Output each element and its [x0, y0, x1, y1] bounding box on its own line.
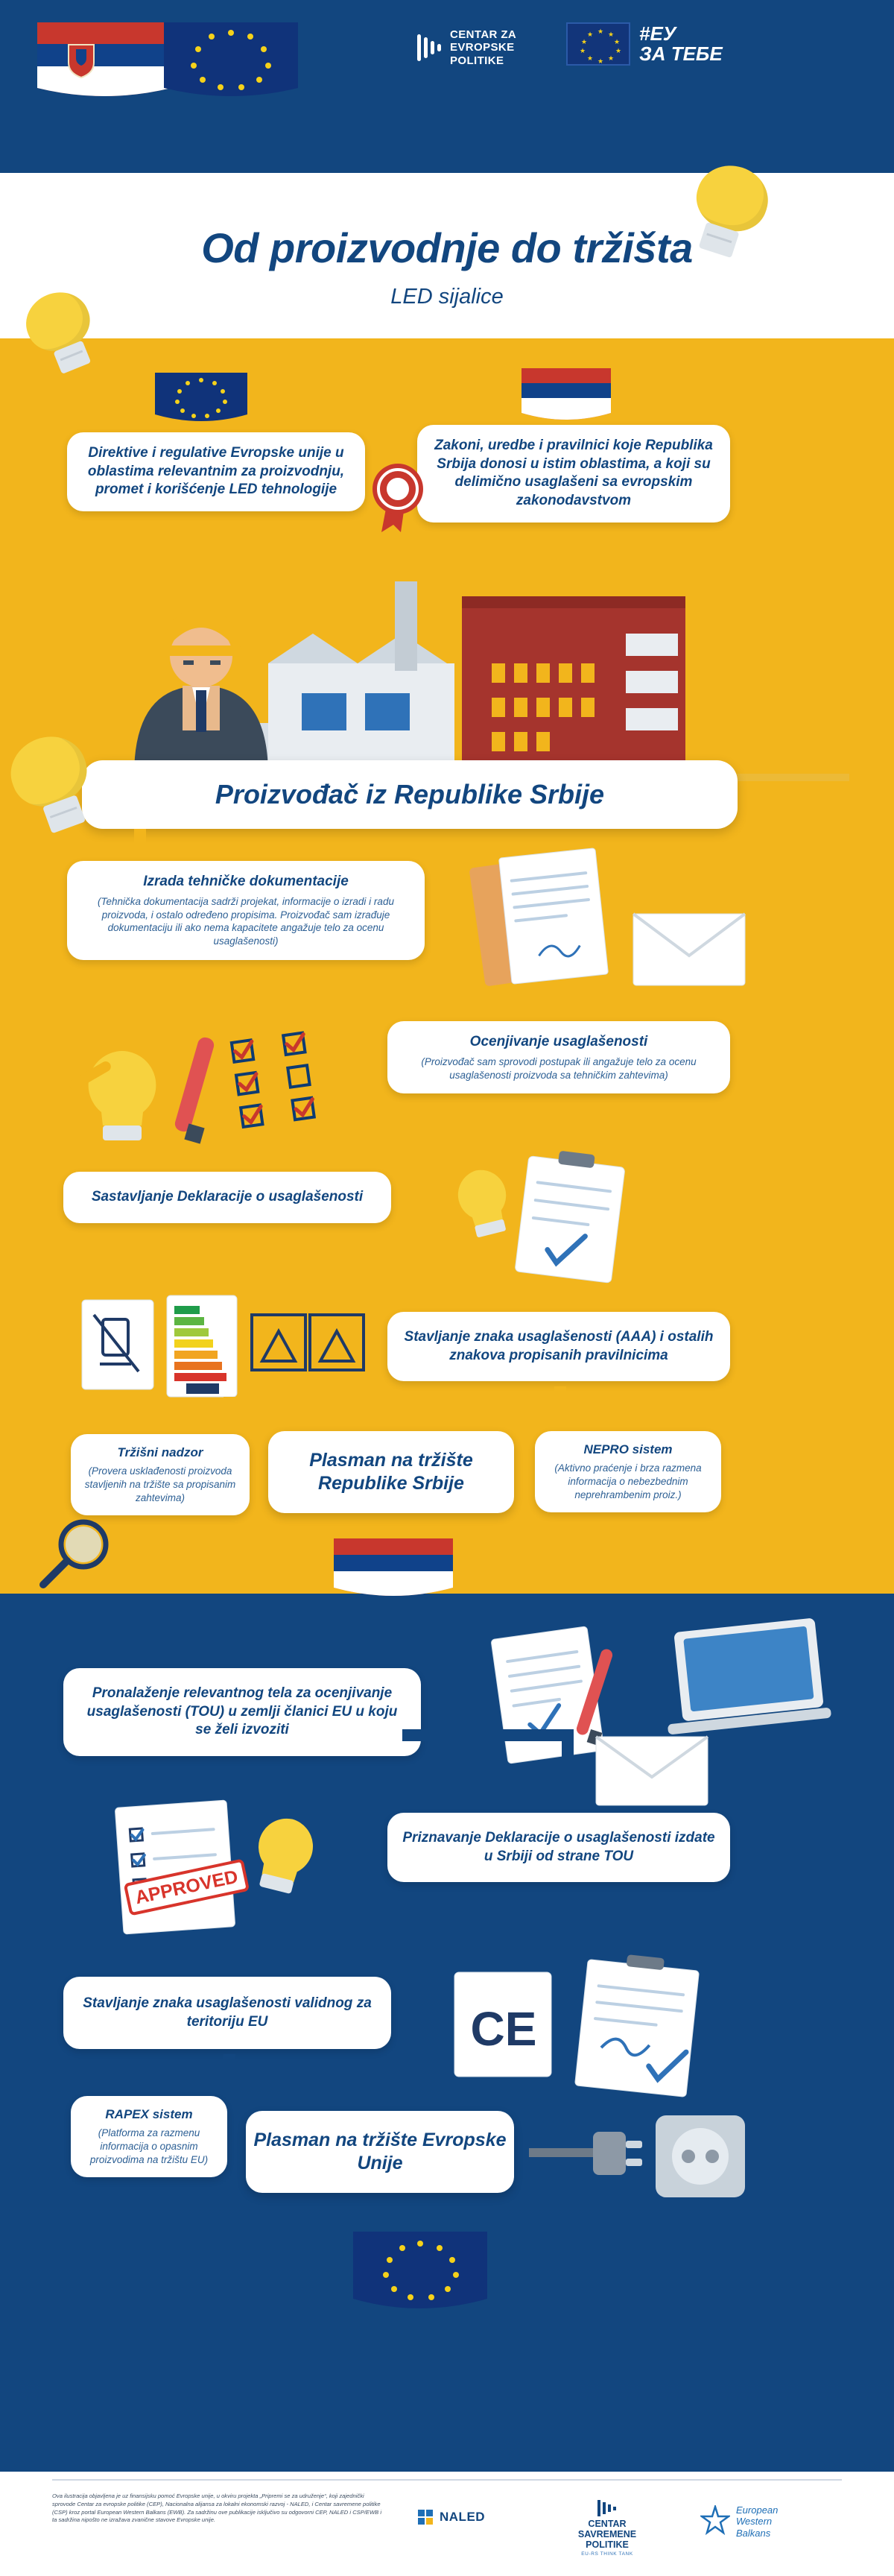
page-title: Od proizvodnje do tržišta — [201, 224, 693, 271]
connector-4a — [372, 1285, 566, 1297]
svg-text:APPROVED: APPROVED — [133, 1866, 240, 1909]
card-step-2-heading: Ocenjivanje usaglašenosti — [469, 1034, 648, 1049]
card-eu-step-find-body — [63, 1668, 421, 1756]
card-step-conformity-assessment — [387, 1021, 730, 1093]
card-eu-step-2-heading: Priznavanje Deklaracije o usaglašenosti izdate u Srbiji od strane TOU — [402, 1830, 715, 1864]
connector-3b — [390, 1111, 402, 1155]
ewb-line3: Balkans — [736, 2527, 771, 2539]
card-rapex-heading: RAPEX sistem — [105, 2107, 193, 2121]
eu-tagline-line1: #ЕУ — [639, 22, 676, 45]
ewb-line1: European — [736, 2504, 779, 2516]
footer-logos — [417, 2496, 849, 2555]
card-eu-step-1-heading: Pronalaženje relevantnog tela za ocenjivanje usaglašenosti (TOU) u zemlji članici EU u koju se želi izvoziti — [86, 1685, 398, 1738]
card-serbia-laws-text: Zakoni, uredbe i pravilnici koje Republika Srbija donosi u istim oblastima, a koji su delimično usaglašeni sa evropskim zakonodavstvom — [434, 438, 713, 509]
documents-envelope-illustration — [447, 842, 797, 999]
ce-mark-document-illustration — [447, 1953, 760, 2102]
banner-market-eu: Plasman na tržište Evropske Unije — [246, 2111, 514, 2193]
magnifier-icon — [30, 1513, 127, 1595]
connector-n1a — [402, 1729, 574, 1741]
card-nepro-heading: NEPRO sistem — [583, 1442, 673, 1456]
clipboard-check-illustration — [440, 1148, 678, 1289]
card-step-4-heading: Stavljanje znaka usaglašenosti (AAA) i ostalih znakova propisanih pravilnicima — [404, 1329, 714, 1363]
connector-n2c — [224, 1938, 235, 1983]
csp-logo-line1: CENTAR ZA — [450, 28, 517, 41]
csp-logo-line3: POLITIKE — [450, 54, 504, 67]
ewb-star-icon — [700, 2505, 730, 2538]
csp-footer-line2: SAVREMENE — [577, 2529, 637, 2539]
card-eu-step-3-heading: Stavljanje znaka usaglašenosti validnog za teritoriju EU — [83, 1995, 372, 2030]
csp-logo-text — [450, 28, 516, 67]
card-nepro-sub: (Aktivno praćenje i brza razmena informacija o nebezbednim neprehrambenim proiz.) — [554, 1462, 702, 1500]
csp-footer-mark-icon — [597, 2500, 617, 2516]
connector-n1b — [562, 1729, 574, 1819]
banner-producer-serbia: Proizvođač iz Republike Srbije — [82, 760, 738, 829]
serbia-flag-boundary-icon — [320, 1532, 469, 1614]
card-eu-directives — [67, 432, 365, 511]
logo-centar-za-evropske-politike — [417, 28, 516, 67]
csp-footer-line4: EU-RS THINK TANK — [581, 2551, 633, 2557]
logo-eu-za-tebe — [566, 22, 723, 66]
card-step-technical-documentation — [67, 861, 425, 960]
card-market-surveillance-sub: (Provera usklađenosti proizvoda stavljenih na tržište sa propisanim zahtevima) — [84, 1465, 236, 1503]
card-nepro — [535, 1431, 721, 1512]
card-rapex-sub: (Platforma za razmenu informacija o opasnim proizvodima na tržištu EU) — [89, 2127, 209, 2165]
connector-n2a — [224, 1938, 410, 1950]
eu-flag-icon: ★ ★ ★ ★ ★ ★ ★ ★ ★ ★ — [566, 22, 630, 66]
card-rapex — [71, 2096, 227, 2177]
eu-tagline-line2: ЗА ТЕБЕ — [639, 42, 723, 65]
card-step-2-sub: (Proizvođač sam sprovodi postupak ili angažuje telo za ocenu usaglašenosti proizvoda sa tehničkim zahtevima) — [421, 1055, 697, 1081]
logo-csp-footer — [544, 2500, 670, 2557]
card-eu-step-ce-mark — [63, 1977, 391, 2049]
card-serbia-laws — [417, 425, 730, 523]
csp-logo-line2: EVROPSKE — [450, 41, 515, 54]
connector-2a — [402, 991, 574, 1003]
footer-divider — [52, 2479, 842, 2481]
card-eu-directives-text: Direktive i regulative Evropske unije u oblastima relevantnim za proizvodnju, promet i korišćenje LED tehnologije — [87, 445, 345, 498]
connector-n3 — [224, 2054, 235, 2097]
logo-ewb — [700, 2504, 778, 2539]
eu-flag-bottom-icon — [335, 2221, 507, 2333]
ewb-line2: Western — [736, 2516, 773, 2528]
card-step-1-sub: (Tehnička dokumentacija sadrži projekat, informacije o izradi i radu proizvoda, i ostalo određeno propisima. Proizvođač sam izrađuje dokumentaciju ili ako nema kapacitete angažuje telo za ocenu usaglašenosti) — [98, 895, 394, 947]
eu-flag-small-icon — [149, 368, 261, 435]
flags-serbia-eu-illustration — [22, 16, 395, 113]
naled-label: NALED — [440, 2510, 486, 2524]
card-eu-step-recognition — [387, 1813, 730, 1882]
logo-naled — [417, 2509, 485, 2525]
page-subtitle: LED sijalice — [390, 285, 504, 309]
naled-mark-icon — [417, 2509, 434, 2525]
approved-document-illustration — [74, 1789, 387, 1938]
banner-market-serbia: Plasman na tržište Republike Srbije — [268, 1431, 514, 1513]
card-market-surveillance — [71, 1434, 250, 1515]
card-step-1-heading: Izrada tehničke dokumentacije — [143, 874, 349, 889]
footer-disclaimer: Ova ilustracija objavljena je uz finansijsku pomoć Evropske unije, u okviru projekta „Pripremi se za udruženje“, koji zajednički sprovode Centar za evropske politike (CEP), Nacionalna alijansa za lokalni ekonomski razvoj - NALED, i Centar savremene politike (CSP) kroz portal European Western Balkans (EWB). Za sadržinu ove publikacije isključivo su odgovorni CEP, NALED i CSP/EWB i ta sadržina nipošto ne izražava zvanične stavove Evropske unije. — [52, 2493, 382, 2524]
eu-tagline — [639, 24, 723, 65]
csp-footer-line1: CENTAR — [588, 2519, 627, 2529]
quality-seal-icon — [359, 455, 441, 537]
connector-n2b — [398, 1893, 410, 1945]
csp-footer-line3: POLITIKE — [586, 2539, 629, 2550]
card-step-3-heading: Sastavljanje Deklaracije o usaglašenosti — [91, 1189, 364, 1205]
card-market-surveillance-heading: Tržišni nadzor — [117, 1445, 203, 1459]
card-step-conformity-mark — [387, 1312, 730, 1381]
card-step-declaration — [63, 1172, 391, 1223]
svg-text:CE: CE — [470, 2002, 537, 2056]
connector-3a — [224, 1148, 402, 1160]
plug-socket-illustration — [522, 2102, 782, 2214]
csp-logo-glyph — [417, 34, 443, 61]
laptop-documents-illustration — [454, 1617, 842, 1811]
